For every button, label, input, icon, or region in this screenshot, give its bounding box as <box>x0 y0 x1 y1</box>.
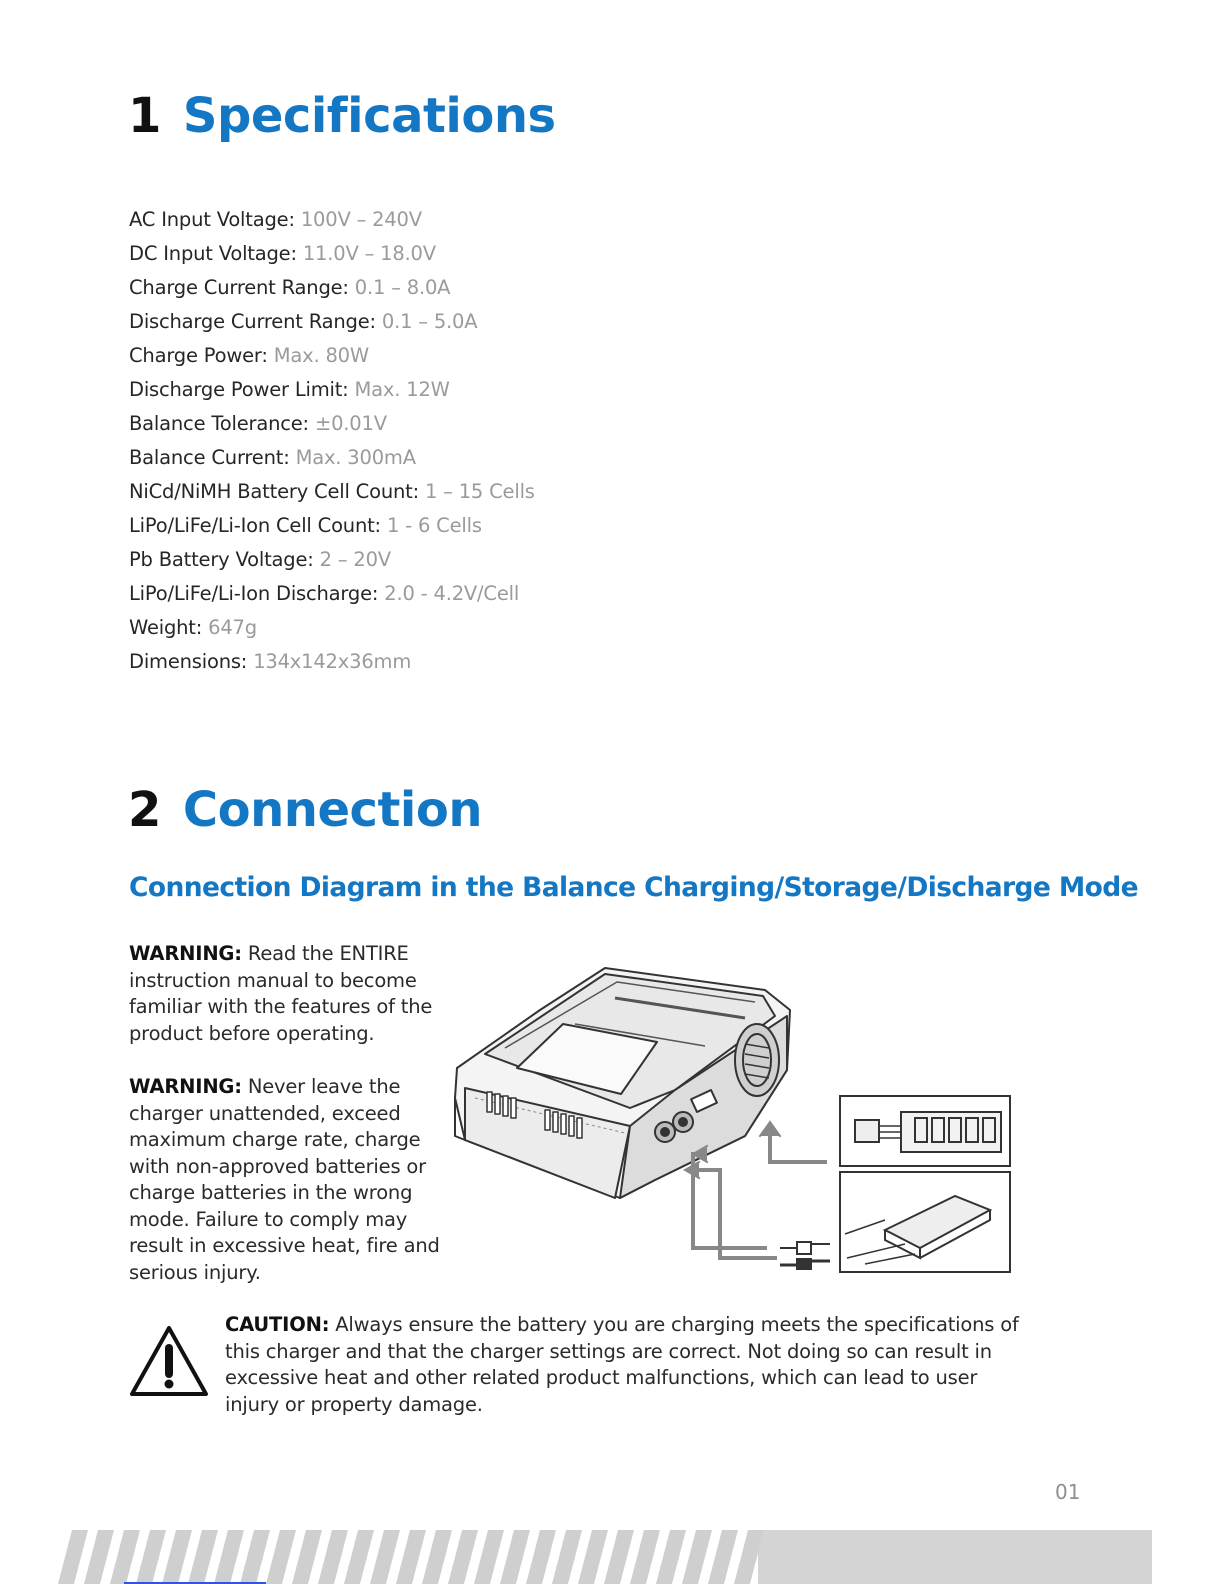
caution-text: Always ensure the battery you are charging meets the specifications of this charger and that the charger settings are correct. Not doing so can result in excessive heat and other related product malfunctions, which can lead to user injury or property damage. <box>225 1313 1019 1416</box>
specifications-list <box>129 205 535 681</box>
spec-label: Charge Power: <box>129 344 268 367</box>
spec-label: Weight: <box>129 616 203 639</box>
spec-value: Max. 12W <box>354 378 450 401</box>
section-title: Specifications <box>182 88 556 144</box>
spec-label: LiPo/LiFe/Li-Ion Discharge: <box>129 582 379 605</box>
spec-item <box>129 307 535 341</box>
connection-diagram <box>445 958 1015 1278</box>
spec-item <box>129 613 535 647</box>
spec-label: LiPo/LiFe/Li-Ion Cell Count: <box>129 514 381 537</box>
balance-board-illustration <box>840 1096 1010 1166</box>
footer-stripe-band <box>58 1530 1152 1584</box>
spec-value: 100V – 240V <box>300 208 422 231</box>
spec-value: Max. 80W <box>273 344 369 367</box>
spec-item <box>129 375 535 409</box>
warning-paragraph <box>129 1074 454 1286</box>
warning-label: WARNING: <box>129 1075 242 1098</box>
warning-triangle-icon <box>128 1324 210 1398</box>
spec-label: Discharge Power Limit: <box>129 378 349 401</box>
spec-label: Balance Current: <box>129 446 290 469</box>
spec-label: Discharge Current Range: <box>129 310 376 333</box>
spec-label: AC Input Voltage: <box>129 208 295 231</box>
connection-heading <box>128 782 483 838</box>
spec-item <box>129 341 535 375</box>
spec-item <box>129 647 535 681</box>
battery-pack-illustration <box>840 1172 1010 1272</box>
spec-item <box>129 545 535 579</box>
section-title: Connection <box>182 782 483 838</box>
warning-label: WARNING: <box>129 942 242 965</box>
spec-value: 2.0 - 4.2V/Cell <box>384 582 520 605</box>
spec-value: 11.0V – 18.0V <box>302 242 436 265</box>
warning-paragraph <box>129 941 454 1047</box>
spec-value: ±0.01V <box>314 412 387 435</box>
spec-item <box>129 477 535 511</box>
spec-item <box>129 443 535 477</box>
connection-diagram-subheading: Connection Diagram in the Balance Charging/Storage/Discharge Mode <box>129 872 1138 903</box>
spec-value: 647g <box>208 616 257 639</box>
spec-label: Charge Current Range: <box>129 276 349 299</box>
caution-label: CAUTION: <box>225 1313 330 1336</box>
spec-item <box>129 579 535 613</box>
page-number: 01 <box>1055 1480 1081 1504</box>
warning-text: Never leave the charger unattended, exceed maximum charge rate, charge with non-approved batteries or charge batteries in the wrong mode. Failure to comply may result in excessive heat, fire and serious injury. <box>129 1075 440 1284</box>
spec-value: 0.1 – 5.0A <box>381 310 478 333</box>
caution-block <box>128 1312 1028 1432</box>
spec-value: 1 – 15 Cells <box>424 480 535 503</box>
spec-value: 0.1 – 8.0A <box>354 276 451 299</box>
spec-item <box>129 273 535 307</box>
spec-item <box>129 239 535 273</box>
specifications-heading <box>128 88 556 144</box>
spec-label: DC Input Voltage: <box>129 242 297 265</box>
spec-label: NiCd/NiMH Battery Cell Count: <box>129 480 419 503</box>
spec-item <box>129 205 535 239</box>
spec-item <box>129 511 535 545</box>
spec-value: Max. 300mA <box>295 446 416 469</box>
section-number: 2 <box>128 782 161 838</box>
caution-paragraph <box>225 1312 1025 1418</box>
banana-plug-icon <box>780 1242 830 1269</box>
spec-label: Balance Tolerance: <box>129 412 309 435</box>
spec-value: 1 - 6 Cells <box>386 514 482 537</box>
spec-label: Pb Battery Voltage: <box>129 548 314 571</box>
spec-item <box>129 409 535 443</box>
charger-illustration <box>455 968 790 1198</box>
spec-label: Dimensions: <box>129 650 248 673</box>
spec-value: 2 – 20V <box>319 548 391 571</box>
section-number: 1 <box>128 88 161 144</box>
spec-value: 134x142x36mm <box>253 650 412 673</box>
warning-text: Read the ENTIRE instruction manual to become familiar with the features of the product before operating. <box>129 942 433 1045</box>
